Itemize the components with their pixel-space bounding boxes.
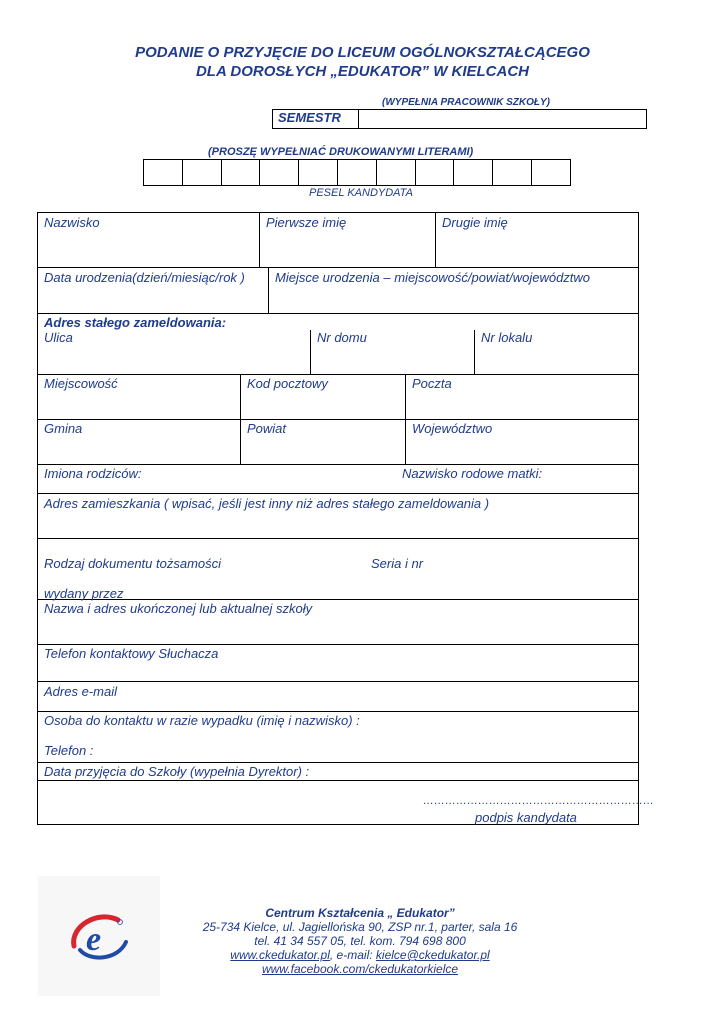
footer-phone: tel. 41 34 557 05, tel. kom. 794 698 800 xyxy=(254,934,466,948)
nazwisko-rodowe-field[interactable]: Nazwisko rodowe matki: xyxy=(402,466,543,481)
pesel-cell[interactable] xyxy=(182,159,222,186)
print-note: (PROSZĘ WYPEŁNIAĆ DRUKOWANYMI LITERAMI) xyxy=(208,146,474,158)
school-staff-note: (WYPEŁNIA PRACOWNIK SZKOŁY) xyxy=(382,97,550,108)
pesel-cell[interactable] xyxy=(298,159,338,186)
form-title-line1: PODANIE O PRZYJĘCIE DO LICEUM OGÓLNOKSZTAŁCĄCEGO xyxy=(135,44,590,61)
pierwsze-imie-field[interactable]: Pierwsze imię xyxy=(266,215,347,230)
drugie-imie-field[interactable]: Drugie imię xyxy=(442,215,508,230)
miejscowosc-field[interactable]: Miejscowość xyxy=(44,376,118,391)
footer-org-name: Centrum Kształcenia „ Edukator” xyxy=(265,906,455,920)
telefon-sluchacza-field[interactable]: Telefon kontaktowy Słuchacza xyxy=(44,646,219,661)
miejsce-urodzenia-field[interactable]: Miejsce urodzenia – miejscowość/powiat/województwo xyxy=(275,270,591,285)
data-urodzenia-field[interactable]: Data urodzenia(dzień/miesiąc/rok ) xyxy=(44,270,245,285)
osoba-kontakt-field[interactable]: Osoba do kontaktu w razie wypadku (imię i nazwisko) : xyxy=(44,713,360,728)
gmina-field[interactable]: Gmina xyxy=(44,421,83,436)
powiat-field[interactable]: Powiat xyxy=(247,421,287,436)
adres-staly-heading: Adres stałego zameldowania: xyxy=(44,315,227,330)
pesel-cell[interactable] xyxy=(531,159,571,186)
footer-email-link[interactable]: kielce@ckedukator.pl xyxy=(375,948,490,962)
pesel-cell[interactable] xyxy=(415,159,455,186)
signature-line[interactable]: ……………………………………………………… xyxy=(423,795,654,807)
footer-facebook xyxy=(160,962,560,976)
ulica-field[interactable]: Ulica xyxy=(44,330,73,345)
telefon-field[interactable]: Telefon : xyxy=(44,743,94,758)
seria-nr-field[interactable]: Seria i nr xyxy=(371,556,424,571)
footer-email-prefix: , e-mail: xyxy=(329,948,376,962)
footer-contact xyxy=(160,948,560,962)
pesel-cell[interactable] xyxy=(492,159,532,186)
szkola-field[interactable]: Nazwa i adres ukończonej lub aktualnej szkoły xyxy=(44,601,313,616)
pesel-cell[interactable] xyxy=(376,159,416,186)
pesel-cell[interactable] xyxy=(337,159,377,186)
footer-facebook-link[interactable]: www.facebook.com/ckedukatorkielce xyxy=(261,962,459,976)
data-przyjecia-field[interactable]: Data przyjęcia do Szkoły (wypełnia Dyrektor) : xyxy=(44,764,310,779)
pesel-cell[interactable] xyxy=(221,159,261,186)
wydany-przez-field[interactable]: wydany przez xyxy=(44,586,124,601)
pesel-cell[interactable] xyxy=(259,159,299,186)
pesel-label: PESEL KANDYDATA xyxy=(309,187,413,199)
nr-lokalu-field[interactable]: Nr lokalu xyxy=(481,330,533,345)
kod-pocztowy-field[interactable]: Kod pocztowy xyxy=(247,376,328,391)
imiona-rodzicow-field[interactable]: Imiona rodziców: xyxy=(44,466,142,481)
svg-text:e: e xyxy=(86,921,102,958)
poczta-field[interactable]: Poczta xyxy=(412,376,452,391)
signature-label: podpis kandydata xyxy=(475,810,577,825)
pesel-cell[interactable] xyxy=(143,159,183,186)
email-field[interactable]: Adres e-mail xyxy=(44,684,117,699)
footer-address: 25-734 Kielce, ul. Jagiellońska 90, ZSP nr.1, parter, sala 16 xyxy=(202,920,518,934)
pesel-input[interactable] xyxy=(144,159,571,186)
semestr-input[interactable] xyxy=(360,110,645,128)
nr-domu-field[interactable]: Nr domu xyxy=(317,330,367,345)
semestr-label: SEMESTR xyxy=(278,110,341,125)
form-table xyxy=(37,212,639,825)
wojewodztwo-field[interactable]: Województwo xyxy=(412,421,493,436)
footer-www-link[interactable]: www.ckedukator.pl xyxy=(230,948,330,962)
nazwisko-field[interactable]: Nazwisko xyxy=(44,215,100,230)
form-title-line2: DLA DOROSŁYCH „EDUKATOR” W KIELCACH xyxy=(195,63,530,80)
adres-zamieszkania-field[interactable]: Adres zamieszkania ( wpisać, jeśli jest inny niż adres stałego zameldowania ) xyxy=(44,496,490,511)
pesel-cell[interactable] xyxy=(453,159,493,186)
rodzaj-dokumentu-field[interactable]: Rodzaj dokumentu tożsamości xyxy=(44,556,222,571)
edukator-e-logo-icon xyxy=(68,906,132,964)
